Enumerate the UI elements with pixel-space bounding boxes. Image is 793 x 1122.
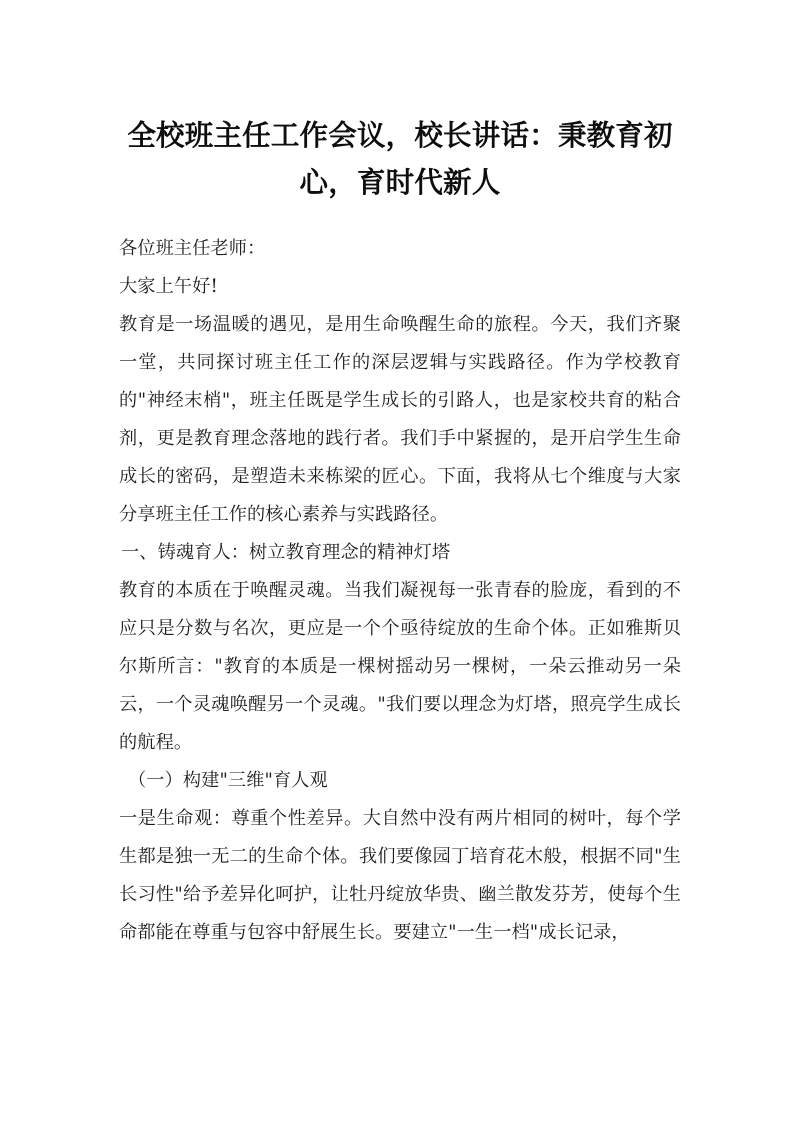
page-title: 全校班主任工作会议，校长讲话：秉教育初心，育时代新人 xyxy=(127,118,673,199)
paragraph-subsection-1-body: 一是生命观：尊重个性差异。大自然中没有两片相同的树叶，每个学生都是独一无二的生命个体。我们要像园丁培育花木般，根据不同"生长习性"给予差异化呵护，让牡丹绽放华贵、幽兰散发芬芳，使每个生命都能在尊重与包容中舒展生长。要建立"一生一档"成长记录， xyxy=(119,808,681,943)
subsection-heading-1: （一）构建"三维"育人观 xyxy=(128,770,328,791)
paragraph-greeting: 大家上午好! xyxy=(119,276,218,297)
section-heading-1: 一、铸魂育人：树立教育理念的精神灯塔 xyxy=(121,542,451,563)
document-content xyxy=(119,112,681,952)
paragraph-salutation: 各位班主任老师： xyxy=(119,238,266,259)
paragraph-section-1-body: 教育的本质在于唤醒灵魂。当我们凝视每一张青春的脸庞，看到的不应只是分数与名次，更应是一个个亟待绽放的生命个体。正如雅斯贝尔斯所言："教育的本质是一棵树摇动另一棵树，一朵云推动另一朵云，一个灵魂唤醒另一个灵魂。"我们要以理念为灯塔，照亮学生成长的航程。 xyxy=(119,580,681,753)
paragraph-opening: 教育是一场温暖的遇见，是用生命唤醒生命的旅程。今天，我们齐聚一堂，共同探讨班主任工作的深层逻辑与实践路径。作为学校教育的"神经末梢"，班主任既是学生成长的引路人，也是家校共育的粘合剂，更是教育理念落地的践行者。我们手中紧握的，是开启学生生命成长的密码，是塑造未来栋梁的匠心。下面，我将从七个维度与大家分享班主任工作的核心素养与实践路径。 xyxy=(119,314,681,525)
